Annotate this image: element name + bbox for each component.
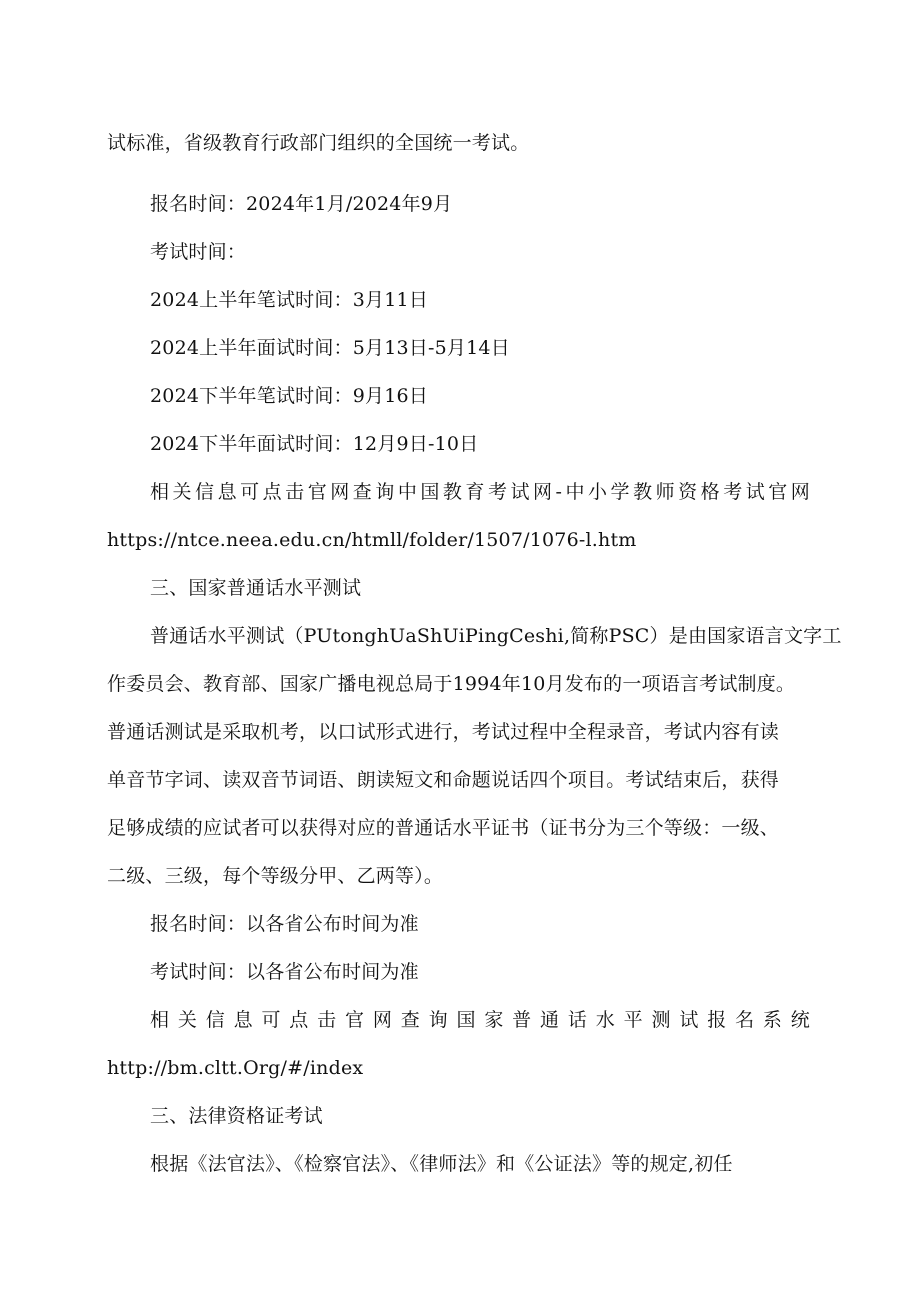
exam-date-line: 2024上半年面试时间：5月13日-5月14日 [150,337,510,359]
paragraph-line: 试标准，省级教育行政部门组织的全国统一考试。 [107,132,530,154]
info-reference-line: 相关信息可点击官网查询国家普通话水平测试报名系统 [150,1009,810,1031]
paragraph-line: 普通话水平测试（PUtonghUaShUiPingCeshi,简称PSC）是由国家语言文字工 [150,625,842,647]
exam-time-heading: 考试时间： [150,241,247,263]
exam-date-line: 2024下半年面试时间：12月9日-10日 [150,433,479,455]
section-heading: 三、法律资格证考试 [150,1105,323,1127]
exam-date-line: 2024下半年笔试时间：9月16日 [150,385,429,407]
info-reference-line: 相关信息可点击官网查询中国教育考试网-中小学教师资格考试官网 [150,481,810,503]
exam-time-line: 考试时间：以各省公布时间为准 [150,961,419,983]
registration-time-line: 报名时间：2024年1月/2024年9月 [150,193,453,215]
paragraph-line: 单音节字词、读双音节词语、朗读短文和命题说话四个项目。考试结束后，获得 [107,769,780,791]
registration-time-line: 报名时间：以各省公布时间为准 [150,913,419,935]
paragraph-line: 普通话测试是采取机考，以口试形式进行，考试过程中全程录音，考试内容有读 [107,721,780,743]
paragraph-line: 根据《法官法》、《检察官法》、《律师法》和《公证法》等的规定,初任 [150,1153,733,1175]
paragraph-line: 二级、三级，每个等级分甲、乙两等）。 [107,865,444,887]
paragraph-line: 作委员会、教育部、国家广播电视总局于1994年10月发布的一项语言考试制度。 [107,673,796,695]
exam-date-line: 2024上半年笔试时间：3月11日 [150,289,429,311]
url-line: http://bm.cltt.Org/#/index [107,1057,364,1079]
url-line: https://ntce.neea.edu.cn/htmll/folder/1507/1076-l.htm [107,529,637,551]
section-heading: 三、国家普通话水平测试 [150,577,362,599]
paragraph-line: 足够成绩的应试者可以获得对应的普通话水平证书（证书分为三个等级：一级、 [107,817,780,839]
